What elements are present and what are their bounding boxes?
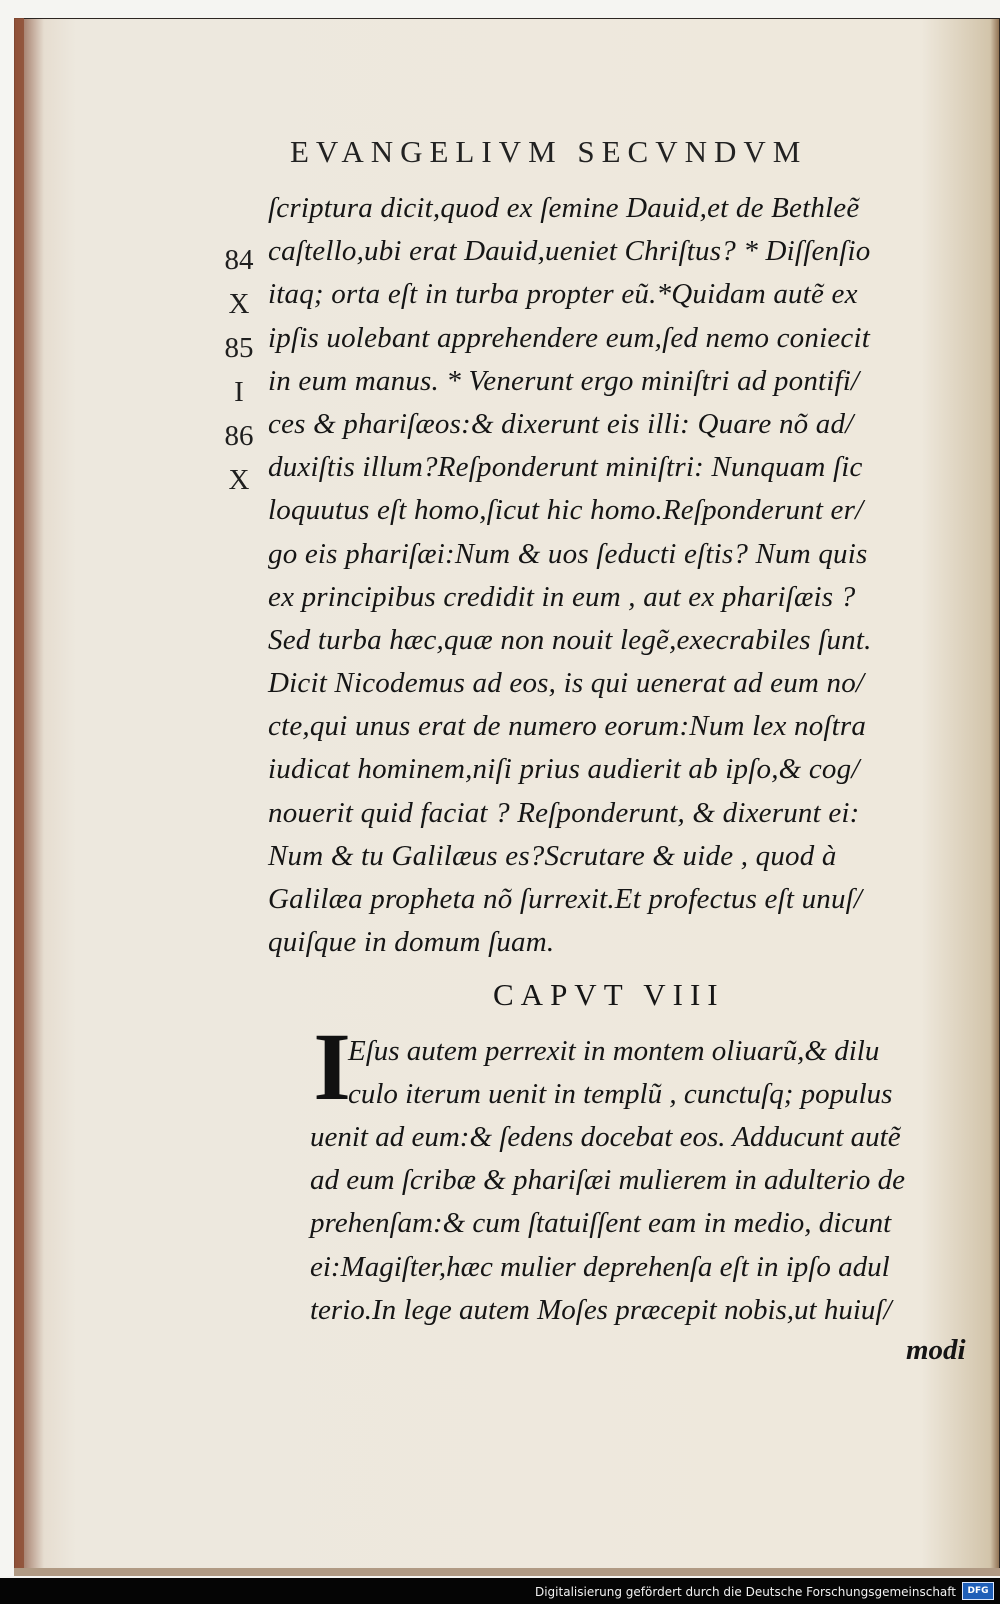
text-line: cte,qui unus erat de numero eorum:Num lex noſtra (268, 710, 867, 743)
margin-notes (204, 238, 274, 502)
text-line: iudicat hominem,niſi prius audierit ab ipſo,& cog/ (268, 753, 860, 786)
text-line: Dicit Nicodemus ad eos, is qui uenerat ad eum no/ (268, 667, 865, 700)
text-line: quiſque in domum ſuam. (268, 926, 555, 959)
chapter-text-line: ei:Magiſter,hæc mulier deprehenſa eſt in ipſo adul (310, 1250, 890, 1283)
text-line: Num & tu Galilæus es?Scrutare & uide , quod à (268, 839, 837, 872)
footer-credit-text: Digitalisierung gefördert durch die Deutsche Forschungsgemeinschaft (534, 1585, 956, 1599)
text-line: ipſis uolebant apprehendere eum,ſed nemo coniecit (268, 321, 870, 354)
margin-note: X (228, 464, 250, 496)
text-line: Sed turba hæc,quæ non nouit legẽ,execrabiles ſunt. (268, 623, 872, 656)
chapter-text-line: terio.In lege autem Moſes præcepit nobis,ut huiuſ/ (310, 1293, 892, 1326)
chapter-text-line: uenit ad eum:& ſedens docebat eos. Adducunt autẽ (310, 1121, 901, 1153)
text-line: go eis phariſæi:Num & uos ſeducti eſtis? Num quis (268, 537, 868, 570)
chapter-heading: CAPVT VIII (493, 977, 725, 1012)
digitization-footer (0, 1578, 1000, 1604)
text-line: Galilæa propheta nõ ſurrexit.Et profectus eſt unuſ/ (268, 883, 863, 915)
chapter-opening-lines (348, 1030, 988, 1116)
dfg-logo: DFG (962, 1582, 994, 1600)
margin-note: 85 (224, 332, 254, 364)
main-text-block (268, 187, 978, 964)
text-line: ex principibus credidit in eum , aut ex phariſæis ? (268, 580, 856, 613)
text-line: ces & phariſæos:& dixerunt eis illi: Quare nõ ad/ (268, 407, 854, 440)
text-line: nouerit quid faciat ? Reſponderunt, & dixerunt ei: (268, 796, 860, 829)
text-line: in eum manus. * Venerunt ergo miniſtri ad pontifi/ (268, 364, 860, 397)
book-page-scan (14, 18, 1000, 1576)
text-line: duxiſtis illum?Reſponderunt miniſtri: Nunquam ſic (268, 451, 863, 484)
chapter-text-line: culo iterum uenit in templũ , cunctuſq; populus (348, 1078, 893, 1111)
chapter-text-line: ad eum ſcribæ & phariſæi mulierem in adulterio de (310, 1164, 905, 1197)
text-line: itaq; orta eſt in turba propter eũ.*Quidam autẽ ex (268, 278, 858, 311)
chapter-text-line: prehenſam:& cum ſtatuiſſent eam in medio, dicunt (310, 1207, 892, 1240)
drop-capital: I (313, 1013, 351, 1120)
page-area (48, 52, 988, 1568)
margin-note: I (234, 376, 244, 408)
catchword: modi (906, 1334, 966, 1366)
margin-note: 84 (224, 244, 254, 276)
text-line: ſcriptura dicit,quod ex ſemine Dauid,et de Bethleẽ (268, 192, 860, 224)
chapter-continued-lines (310, 1116, 990, 1332)
text-line: loquutus eſt homo,ſicut hic homo.Reſponderunt er/ (268, 494, 864, 527)
running-head: EVANGELIVM SECVNDVM (290, 134, 808, 169)
margin-note: 86 (224, 420, 254, 452)
margin-note: X (228, 288, 250, 320)
chapter-text-line: Eſus autem perrexit in montem oliuarũ,& dilu (348, 1035, 880, 1067)
text-line: caſtello,ubi erat Dauid,ueniet Chriſtus? * Diſſenſio (268, 235, 871, 268)
